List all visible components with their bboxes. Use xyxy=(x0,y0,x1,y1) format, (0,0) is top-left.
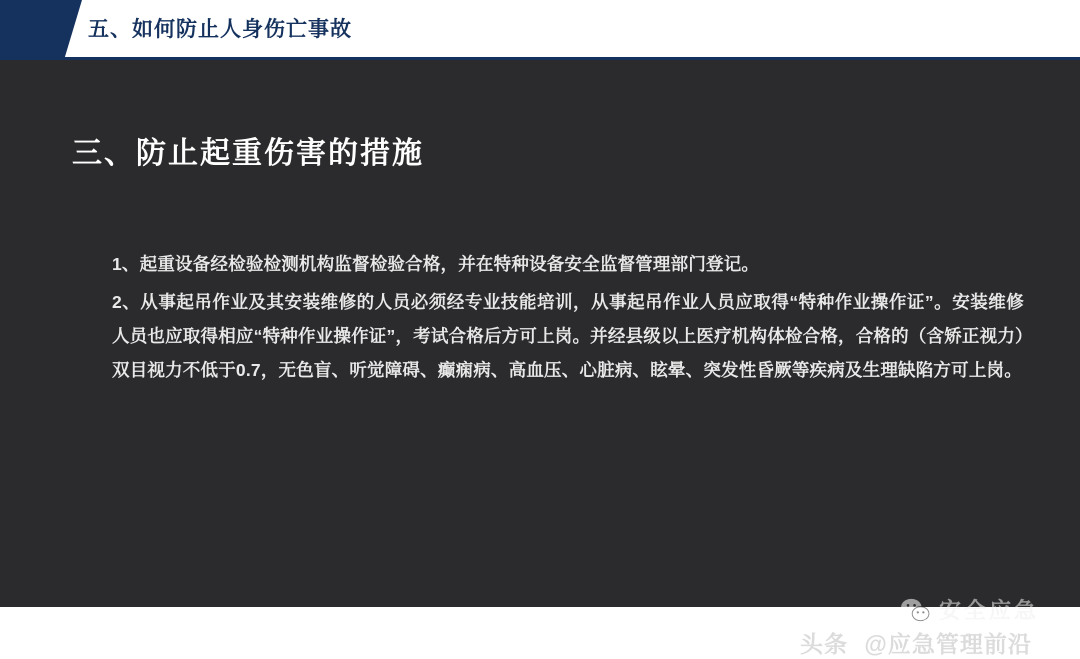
section-title: 三、防止起重伤害的措施 xyxy=(72,137,424,170)
slide-header xyxy=(0,0,1080,60)
paragraph-1: 1、起重设备经检验检测机构监督检验合格，并在特种设备安全监督管理部门登记。 xyxy=(112,254,760,274)
paragraph-2: 2、从事起吊作业及其安装维修的人员必须经专业技能培训，从事起吊作业人员应取得“特种作业操作证”。安装维修人员也应取得相应“特种作业操作证”，考试合格后方可上岗。并经县级以上医疗机构体检合格，合格的（含矫正视力）双目视力不低于0.7，无色盲、听觉障碍、癫痫病、高血压、心脏病、眩晕、突发性昏厥等疾病及生理缺陷方可上岗。 xyxy=(112,292,1024,380)
toutiao-badge-label: 头条 xyxy=(800,631,848,657)
wechat-watermark xyxy=(900,594,1039,625)
header-accent-bar xyxy=(0,0,64,60)
toutiao-account-label: @应急管理前沿 xyxy=(864,631,1032,657)
header-title: 五、如何防止人身伤亡事故 xyxy=(88,18,352,41)
slide-body xyxy=(0,60,1080,657)
toutiao-watermark xyxy=(800,626,1032,659)
wechat-account-label: 安全应急 xyxy=(939,598,1040,623)
wechat-icon xyxy=(900,597,930,623)
content-block xyxy=(112,247,1024,391)
